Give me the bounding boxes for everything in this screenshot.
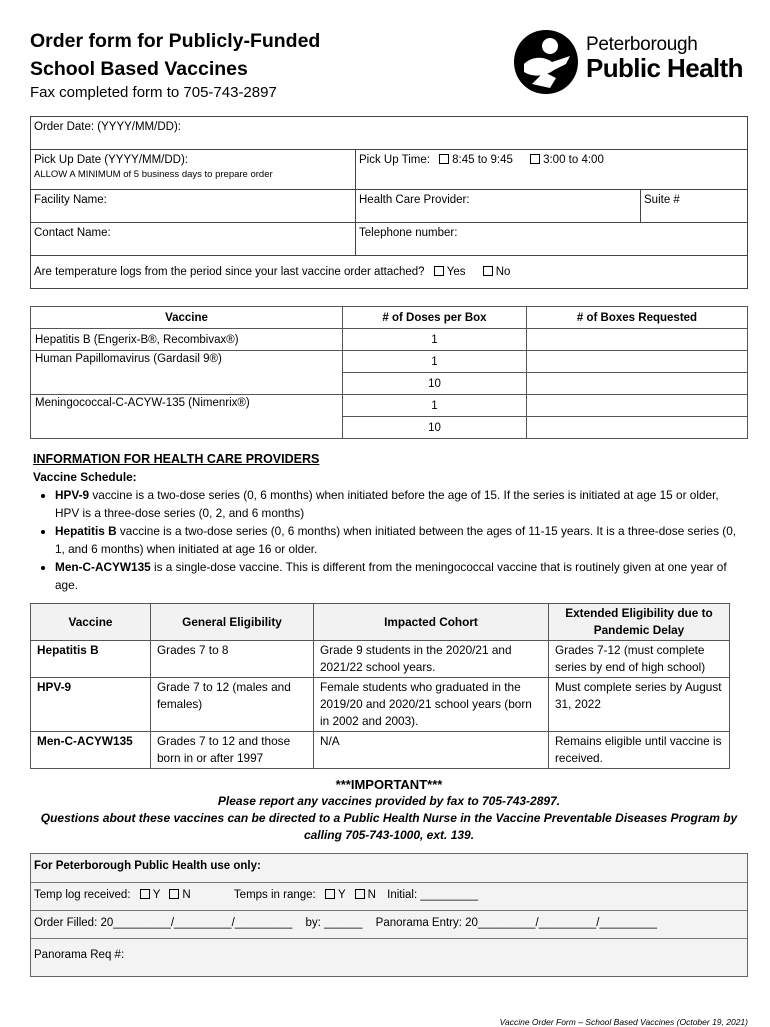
time-option-2-label: 3:00 to 4:00 (543, 154, 604, 166)
panorama-req-label: Panorama Req #: (34, 949, 125, 961)
vaccine-name: Meningococcal-C-ACYW-135 (Nimenrix®) (31, 395, 343, 439)
temp-log-n-checkbox[interactable] (169, 889, 179, 899)
health-care-provider-field[interactable] (356, 190, 641, 222)
table-header-row (31, 604, 730, 641)
list-item-bold: HPV-9 (55, 488, 90, 502)
extended-eligibility-cell: Grades 7-12 (must complete series by end of high school) (549, 641, 730, 678)
info-heading: INFORMATION FOR HEALTH CARE PROVIDERS (33, 452, 320, 466)
page-title (30, 27, 320, 83)
vaccine-name: Hepatitis B (Engerix-B®, Recombivax®) (31, 329, 343, 351)
time-option-1-checkbox[interactable] (439, 154, 449, 164)
list-item (55, 522, 743, 558)
order-date-label: Order Date: (YYYY/MM/DD): (34, 121, 181, 133)
important-line-1: Please report any vaccines provided by fax to 705-743-2897. (217, 794, 561, 808)
table-row (31, 351, 748, 373)
important-notice (30, 776, 748, 844)
title-line-1: Order form for Publicly-Funded (30, 30, 321, 52)
table-header-row (31, 307, 748, 329)
col-doses-per-box: # of Doses per Box (343, 307, 527, 329)
table-row (31, 329, 748, 351)
temp-logs-question-text: Are temperature logs from the period since your last vaccine order attached? (34, 266, 425, 278)
provider-information (33, 450, 743, 594)
peterborough-public-health-logo (510, 26, 745, 98)
temp-logs-no-label: No (495, 266, 511, 278)
office-use-title: For Peterborough Public Health use only: (31, 854, 747, 883)
col-impacted-cohort: Impacted Cohort (314, 604, 549, 641)
list-item-bold: Men-C-ACYW135 (55, 560, 151, 574)
order-date-field[interactable] (31, 117, 747, 149)
impacted-cohort-cell: N/A (314, 732, 549, 769)
list-item (55, 558, 743, 594)
pickup-time-field (356, 150, 747, 189)
pickup-date-label: Pick Up Date (YYYY/MM/DD): (34, 154, 188, 166)
table-row (31, 678, 730, 732)
doses-per-box: 10 (343, 373, 527, 395)
facility-name-label: Facility Name: (34, 194, 107, 206)
list-item (55, 486, 743, 522)
vaccine-cell: HPV-9 (31, 678, 151, 732)
impacted-cohort-cell: Female students who graduated in the 2019/20 and 2020/21 school years (born in 2002 and 2003). (314, 678, 549, 732)
temp-log-received-label: Temp log received: (34, 889, 131, 901)
col-general-eligibility: General Eligibility (151, 604, 314, 641)
pickup-time-label: Pick Up Time: (359, 154, 430, 166)
temps-range-y-checkbox[interactable] (325, 889, 335, 899)
vaccine-cell: Hepatitis B (31, 641, 151, 678)
office-use-section (30, 853, 748, 977)
boxes-requested-input[interactable] (527, 395, 748, 417)
impacted-cohort-cell: Grade 9 students in the 2020/21 and 2021/22 school years. (314, 641, 549, 678)
pickup-note: ALLOW A MINIMUM of 5 business days to prepare order (34, 169, 273, 180)
suite-label: Suite # (644, 194, 680, 206)
doses-per-box: 10 (343, 417, 527, 439)
boxes-requested-input[interactable] (527, 329, 748, 351)
footer-text: Vaccine Order Form – School Based Vaccines (October 19, 2021) (499, 1017, 748, 1027)
col-vaccine: Vaccine (31, 604, 151, 641)
boxes-requested-input[interactable] (527, 373, 748, 395)
doses-per-box: 1 (343, 351, 527, 373)
telephone-field[interactable] (356, 223, 747, 255)
time-option-2-checkbox[interactable] (530, 154, 540, 164)
col-boxes-requested: # of Boxes Requested (527, 307, 748, 329)
temps-range-n-label: N (367, 889, 376, 901)
office-temp-row (31, 883, 747, 911)
contact-name-field[interactable] (31, 223, 356, 255)
table-row (31, 641, 730, 678)
facility-name-field[interactable] (31, 190, 356, 222)
temp-logs-question (31, 262, 747, 282)
general-eligibility-cell: Grades 7 to 12 and those born in or after 1997 (151, 732, 314, 769)
contact-name-label: Contact Name: (34, 227, 111, 239)
order-info-form (30, 116, 748, 289)
list-item-text: vaccine is a two-dose series (0, 6 months) when initiated before the age of 15. If the series is initiated at age 15 or older, HPV is a three-dose series (0, 2, and 6 months) (55, 488, 719, 520)
extended-eligibility-cell: Remains eligible until vaccine is received. (549, 732, 730, 769)
col-vaccine: Vaccine (31, 307, 343, 329)
logo-text-peterborough: Peterborough (586, 34, 698, 55)
temps-range-n-checkbox[interactable] (355, 889, 365, 899)
boxes-requested-input[interactable] (527, 417, 748, 439)
temp-logs-yes-checkbox[interactable] (434, 266, 444, 276)
telephone-label: Telephone number: (359, 227, 458, 239)
panorama-entry-field[interactable]: Panorama Entry: 20_________/_________/_________ (375, 917, 658, 929)
order-filled-field[interactable]: Order Filled: 20_________/_________/_________ (34, 917, 293, 929)
office-order-row (31, 911, 747, 939)
temp-logs-no-checkbox[interactable] (483, 266, 493, 276)
filled-by-field[interactable]: by: ______ (305, 917, 363, 929)
list-item-bold: Hepatitis B (55, 524, 117, 538)
list-item-text: vaccine is a two-dose series (0, 6 months) when initiated between the ages of 11-15 years. It is a three-dose series (0, 1, and 6 months) when initiated at age 16 or older. (55, 524, 737, 556)
suite-field[interactable] (641, 190, 747, 222)
extended-eligibility-cell: Must complete series by August 31, 2022 (549, 678, 730, 732)
temps-range-y-label: Y (337, 889, 346, 901)
title-line-2: School Based Vaccines (30, 58, 248, 80)
temp-log-y-label: Y (152, 889, 161, 901)
time-option-1-label: 8:45 to 9:45 (452, 154, 513, 166)
list-item-text: is a single-dose vaccine. This is different from the meningococcal vaccine that is routinely given at one year of age. (55, 560, 727, 592)
table-row (31, 395, 748, 417)
doses-per-box: 1 (343, 329, 527, 351)
pickup-date-field[interactable] (31, 150, 356, 189)
boxes-requested-input[interactable] (527, 351, 748, 373)
fax-instruction: Fax completed form to 705-743-2897 (30, 84, 277, 101)
temp-log-y-checkbox[interactable] (140, 889, 150, 899)
panorama-req-field[interactable] (31, 939, 747, 977)
important-title: ***IMPORTANT*** (335, 777, 443, 792)
initial-field[interactable]: Initial: _________ (387, 889, 478, 901)
temp-logs-yes-label: Yes (446, 266, 466, 278)
schedule-list (33, 486, 743, 594)
col-extended-eligibility: Extended Eligibility due to Pandemic Delay (549, 604, 730, 641)
vaccine-cell: Men-C-ACYW135 (31, 732, 151, 769)
general-eligibility-cell: Grades 7 to 8 (151, 641, 314, 678)
logo-emblem-icon (510, 26, 582, 98)
temp-log-n-label: N (182, 889, 191, 901)
health-care-provider-label: Health Care Provider: (359, 194, 470, 206)
eligibility-table (30, 603, 730, 769)
vaccine-name: Human Papillomavirus (Gardasil 9®) (31, 351, 343, 395)
logo-text-public-health: Public Health (586, 53, 743, 83)
schedule-heading: Vaccine Schedule: (33, 470, 137, 484)
general-eligibility-cell: Grade 7 to 12 (males and females) (151, 678, 314, 732)
doses-per-box: 1 (343, 395, 527, 417)
important-line-2: Questions about these vaccines can be directed to a Public Health Nurse in the Vaccine Preventable Diseases Program by calling 705-743-1000, ext. 139. (40, 811, 738, 842)
vaccine-order-table (30, 306, 748, 439)
temps-in-range-label: Temps in range: (233, 889, 316, 901)
table-row (31, 732, 730, 769)
